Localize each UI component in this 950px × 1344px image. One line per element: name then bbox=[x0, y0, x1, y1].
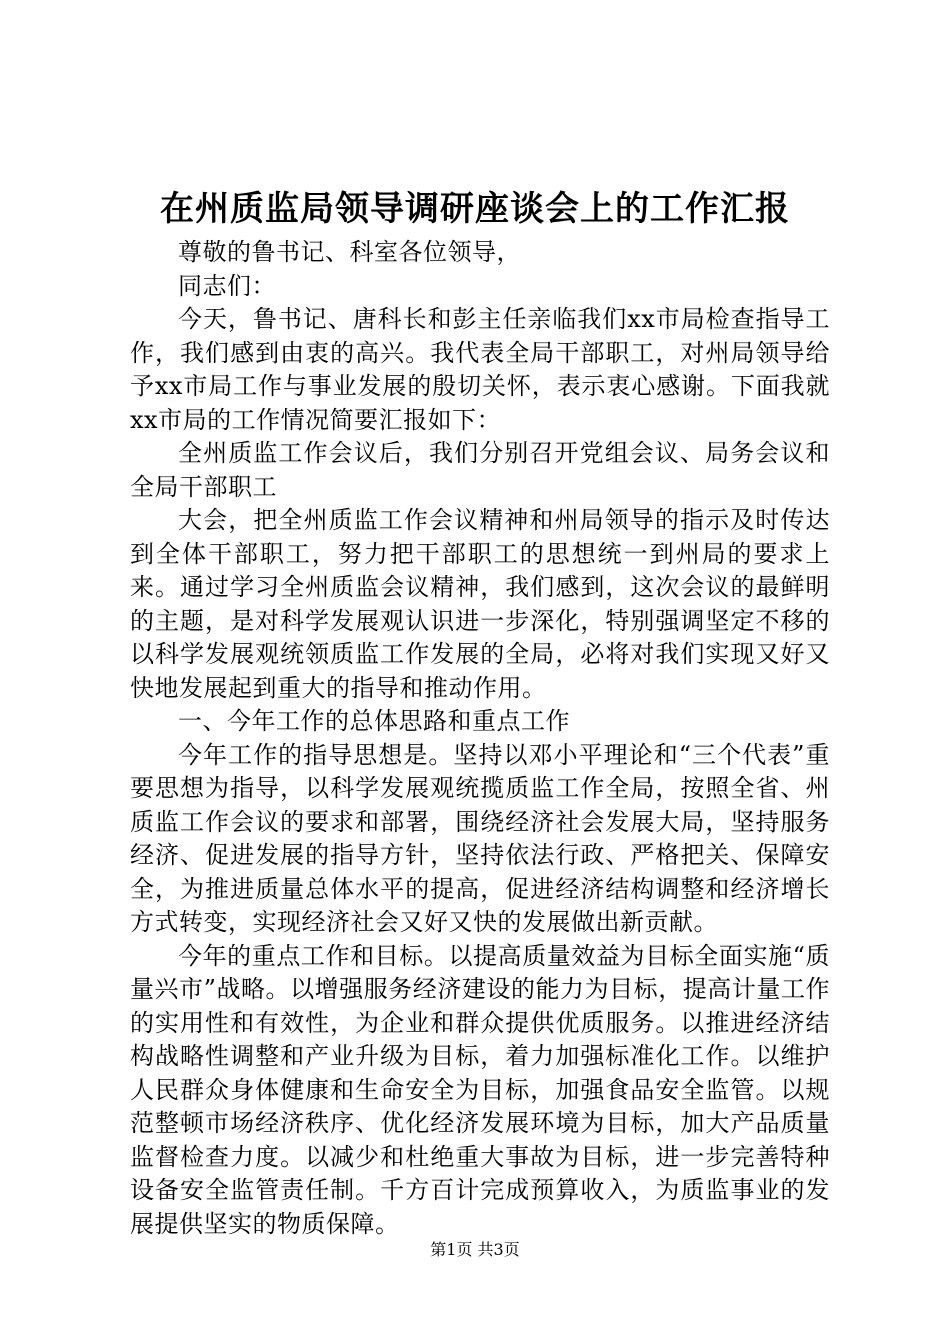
paragraph-conference: 大会，把全州质监工作会议精神和州局领导的指示及时传达到全体干部职工，努力把干部职工的思想统一到州局的要求上来。通过学习全州质监会议精神，我们感到，这次会议的最鲜明的主题，是对科学发展观认识进一步深化，特别强调坚定不移的以科学发展观统领质监工作发展的全局，必将对我们实现又好又快地发展起到重大的指导和推动作用。 bbox=[130, 506, 830, 702]
paragraph-key-work: 今年的重点工作和目标。以提高质量效益为目标全面实施“质量兴市”战略。以增强服务经济建设的能力为目标，提高计量工作的实用性和有效性，为企业和群众提供优质服务。以推进经济结构战略性调整和产业升级为目标，着力加强标准化工作。以维护人民群众身体健康和生命安全为目标，加强食品安全监管。以规范整顿市场经济秩序、优化经济发展环境为目标，加大产品质量监督检查力度。以减少和杜绝重大事故为目标，进一步完善特种设备安全监管责任制。千方百计完成预算收入，为质监事业的发展提供坚实的物质保障。 bbox=[130, 941, 830, 1238]
paragraph-intro: 今天，鲁书记、唐科长和彭主任亲临我们xx市局检查指导工作，我们感到由衷的高兴。我代表全局干部职工，对州局领导给予xx市局工作与事业发展的殷切关怀，表示衷心感谢。下面我就xx市局的工作情况简要汇报如下： bbox=[130, 305, 830, 434]
section-heading-1: 一、今年工作的总体思路和重点工作 bbox=[178, 707, 570, 735]
paragraph-meeting: 全州质监工作会议后，我们分别召开党组会议、局务会议和全局干部职工 bbox=[130, 439, 830, 501]
salutation-comrades: 同志们： bbox=[178, 271, 276, 300]
page-footer: 第1页 共3页 bbox=[430, 1240, 520, 1259]
document-body bbox=[130, 236, 830, 1241]
document-title: 在州质监局领导调研座谈会上的工作汇报 bbox=[160, 189, 790, 229]
salutation: 尊敬的鲁书记、科室各位领导， bbox=[178, 238, 521, 266]
paragraph-guiding-thought: 今年工作的指导思想是。坚持以邓小平理论和“三个代表”重要思想为指导，以科学发展观统揽质监工作全局，按照全省、州质监工作会议的要求和部署，围绕经济社会发展大局，坚持服务经济、促进发展的指导方针，坚持依法行政、严格把关、保障安全，为推进质量总体水平的提高，促进经济结构调整和经济增长方式转变，实现经济社会又好又快的发展做出新贡献。 bbox=[130, 740, 830, 936]
